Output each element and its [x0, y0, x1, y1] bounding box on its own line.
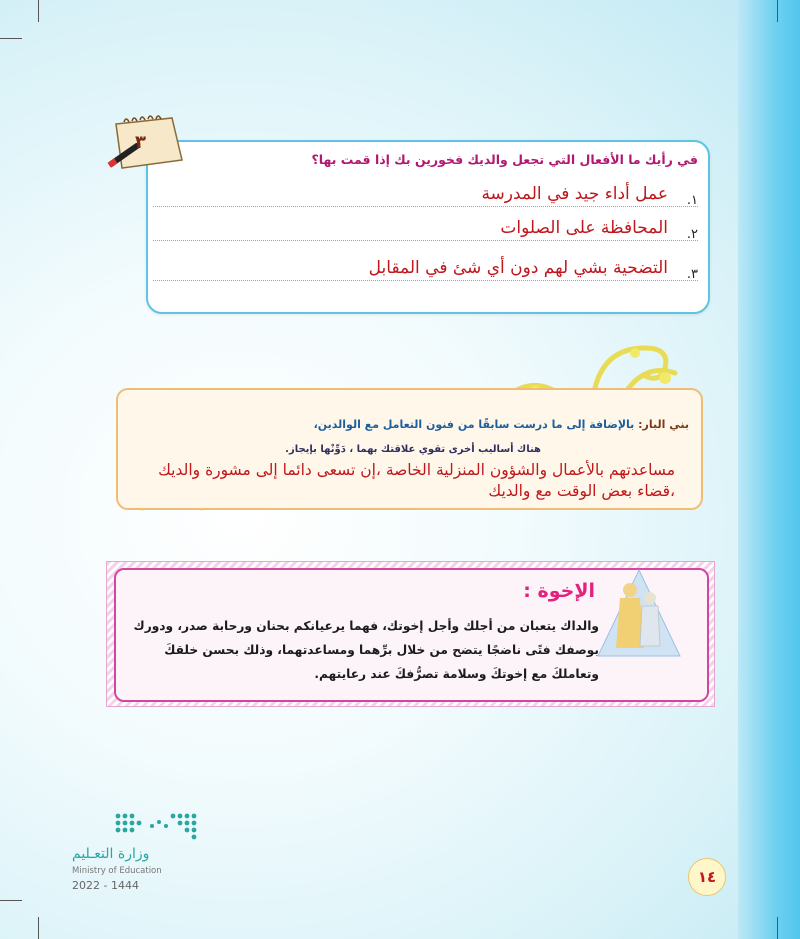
answer-text: المحافظة على الصلوات: [500, 218, 668, 238]
answer-line-3[interactable]: [153, 254, 698, 281]
answer-text: عمل أداء جيد في المدرسة: [481, 184, 668, 204]
crop-mark: [0, 900, 22, 901]
exercise-box: [146, 140, 710, 314]
answer-line-2[interactable]: [153, 214, 698, 241]
tip-answer-text[interactable]: مساعدتهم بالأعمال والشؤون المنزلية الخاصة ،إن تسعى دائما إلى مشورة والديك ،قضاء بعض الوقت مع والديك: [158, 461, 675, 500]
crop-mark: [38, 917, 39, 939]
answer-number: ١.: [686, 193, 698, 208]
answer-number: ٢.: [686, 227, 698, 242]
notebook-pencil-icon: [102, 114, 186, 178]
tip-label: بني البار:: [638, 418, 689, 431]
edition-year: 2022 - 1444: [72, 879, 139, 892]
crop-mark: [0, 38, 22, 39]
tip-intro-text: بالإضافة إلى ما درست سابقًا من فنون التعامل مع الوالدين،: [313, 418, 635, 431]
exercise-number: ٣: [135, 132, 146, 153]
tip-instruction: هناك أساليب أخرى تقوي علاقتك بهما ، دَوِّنْها بإيجاز.: [285, 444, 541, 455]
ministry-name-arabic: وزارة التعـليم: [72, 846, 150, 862]
right-color-band: [738, 0, 800, 939]
ministry-logo-dots-icon: [112, 810, 204, 840]
answer-text: التضحية بشي لهم دون أي شئ في المقابل: [368, 258, 668, 278]
exercise-question: في رأيك ما الأفعال التي تجعل والديك فخورين بك إذا قمت بها؟: [311, 152, 698, 167]
crop-mark: [777, 917, 778, 939]
crop-mark: [38, 0, 39, 22]
page-number: ١٤: [688, 858, 726, 896]
answer-number: ٣.: [686, 267, 698, 282]
tip-intro: [314, 418, 689, 431]
brotherhood-text: والداك يتعبان من أجلك وأجل إخوتك، فهما يرعيانكم بحنان ورحابة صدر، ودورك بوصفك فتًى ناضجًا يتضح من خلال برِّهما ومساعدتهما، وذلك بحسن خلقكَ وتعاملكَ مع إخوتكَ وسلامة تصرُّفكَ عند رعايتهم.: [133, 619, 599, 681]
tip-box: [116, 388, 703, 510]
ministry-name-english: Ministry of Education: [72, 866, 162, 876]
family-figures-icon: [596, 568, 682, 660]
brotherhood-title: الإخوة :: [523, 580, 595, 602]
crop-mark: [777, 0, 778, 22]
answer-line-1[interactable]: [153, 180, 698, 207]
